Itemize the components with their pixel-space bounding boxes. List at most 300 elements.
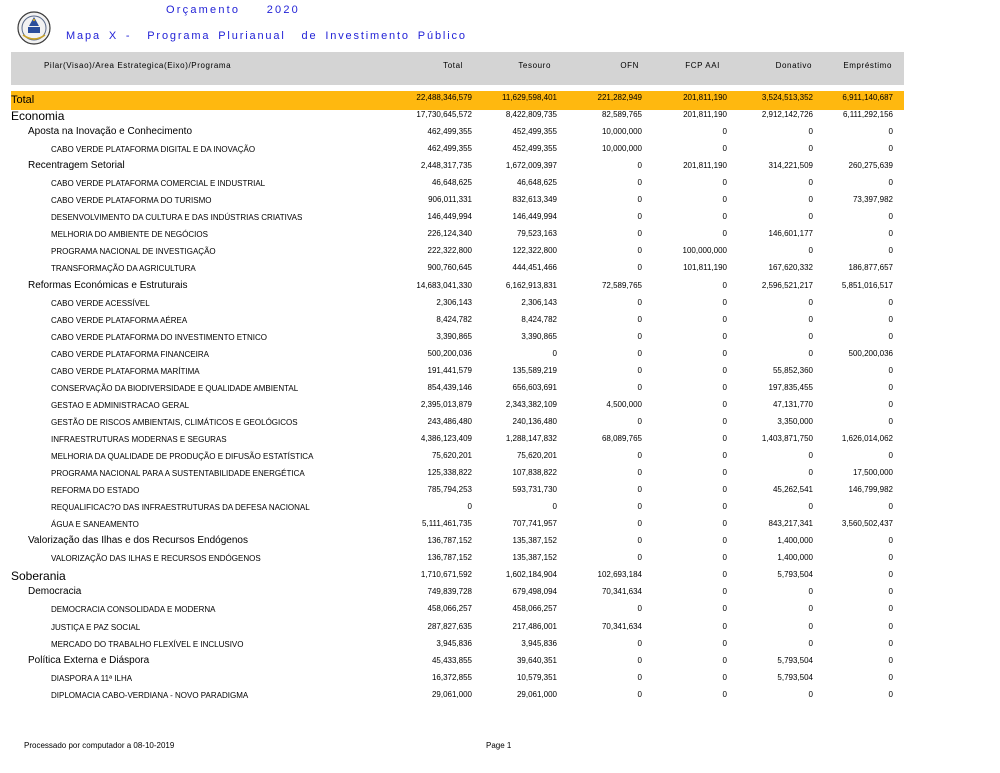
row-value-ofn: 0 bbox=[637, 314, 642, 324]
row-label: PROGRAMA NACIONAL PARA A SUSTENTABILIDADE ENERGÉTICA bbox=[51, 469, 305, 479]
column-header-label: Pilar(Visao)/Area Estrategica(Eixo)/Programa bbox=[44, 61, 232, 70]
area-row bbox=[0, 279, 1000, 296]
row-value-fcp-aai: 0 bbox=[722, 297, 727, 307]
row-value-fcp-aai: 0 bbox=[722, 144, 727, 154]
row-value-donativo: 5,793,504 bbox=[777, 672, 813, 682]
row-value-fcp-aai: 0 bbox=[722, 621, 727, 631]
program-row bbox=[0, 500, 1000, 517]
row-value-donativo: 0 bbox=[808, 621, 813, 631]
area-row bbox=[0, 125, 1000, 142]
row-label: DESENVOLVIMENTO DA CULTURA E DAS INDÚSTRIAS CRIATIVAS bbox=[51, 213, 303, 223]
row-value-total: 287,827,635 bbox=[427, 621, 472, 631]
row-value-total: 29,061,000 bbox=[431, 689, 472, 699]
row-value-total: 243,486,480 bbox=[427, 416, 472, 426]
row-value-emprestimo: 0 bbox=[888, 621, 893, 631]
row-value-emprestimo: 260,275,639 bbox=[848, 161, 893, 171]
row-value-donativo: 0 bbox=[808, 212, 813, 222]
program-row bbox=[0, 671, 1000, 688]
row-value-tesouro: 122,322,800 bbox=[512, 246, 557, 256]
row-label: Política Externa e Diáspora bbox=[28, 654, 150, 666]
row-value-fcp-aai: 0 bbox=[722, 314, 727, 324]
row-value-emprestimo: 0 bbox=[888, 314, 893, 324]
row-value-ofn: 0 bbox=[637, 672, 642, 682]
row-value-tesouro: 656,603,691 bbox=[512, 382, 557, 392]
program-row bbox=[0, 244, 1000, 261]
row-label: Economia bbox=[11, 109, 65, 123]
program-row bbox=[0, 415, 1000, 432]
row-value-donativo: 0 bbox=[808, 195, 813, 205]
row-value-fcp-aai: 0 bbox=[722, 468, 727, 478]
coat-of-arms-logo bbox=[17, 11, 51, 45]
page-number: Page 1 bbox=[486, 741, 512, 750]
row-value-ofn: 0 bbox=[637, 536, 642, 546]
row-value-fcp-aai: 0 bbox=[722, 127, 727, 137]
row-value-fcp-aai: 0 bbox=[722, 331, 727, 341]
row-value-donativo: 45,262,541 bbox=[772, 485, 813, 495]
row-value-tesouro: 217,486,001 bbox=[512, 621, 557, 631]
row-value-ofn: 102,693,184 bbox=[597, 570, 642, 580]
row-value-fcp-aai: 0 bbox=[722, 195, 727, 205]
row-value-fcp-aai: 0 bbox=[722, 399, 727, 409]
row-value-fcp-aai: 0 bbox=[722, 485, 727, 495]
row-value-emprestimo: 0 bbox=[888, 502, 893, 512]
row-value-emprestimo: 0 bbox=[888, 178, 893, 188]
row-value-tesouro: 146,449,994 bbox=[512, 212, 557, 222]
program-row bbox=[0, 449, 1000, 466]
row-value-fcp-aai: 100,000,000 bbox=[682, 246, 727, 256]
row-value-emprestimo: 6,111,292,156 bbox=[843, 110, 893, 119]
total-value-emprestimo: 6,911,140,687 bbox=[842, 93, 893, 102]
column-header-tesouro: Tesouro bbox=[518, 61, 551, 70]
row-value-ofn: 4,500,000 bbox=[606, 399, 642, 409]
area-row bbox=[0, 534, 1000, 551]
row-value-tesouro: 593,731,730 bbox=[512, 485, 557, 495]
column-header-emprestimo: Empréstimo bbox=[843, 61, 892, 70]
row-label: CABO VERDE PLATAFORMA DO TURISMO bbox=[51, 196, 212, 206]
row-value-emprestimo: 0 bbox=[888, 229, 893, 239]
row-value-total: 500,200,036 bbox=[427, 348, 472, 358]
row-value-donativo: 0 bbox=[808, 178, 813, 188]
row-value-emprestimo: 0 bbox=[888, 587, 893, 597]
row-value-tesouro: 135,387,152 bbox=[512, 553, 557, 563]
area-row bbox=[0, 585, 1000, 602]
row-value-ofn: 0 bbox=[637, 638, 642, 648]
row-value-ofn: 0 bbox=[637, 263, 642, 273]
row-value-donativo: 0 bbox=[808, 604, 813, 614]
row-value-donativo: 5,793,504 bbox=[777, 570, 813, 580]
row-value-emprestimo: 0 bbox=[888, 365, 893, 375]
row-value-emprestimo: 0 bbox=[888, 246, 893, 256]
total-value-fcp-aai: 201,811,190 bbox=[683, 93, 727, 102]
row-value-total: 3,390,865 bbox=[436, 331, 472, 341]
row-value-donativo: 0 bbox=[808, 587, 813, 597]
row-value-tesouro: 3,945,836 bbox=[521, 638, 557, 648]
row-value-total: 46,648,625 bbox=[431, 178, 472, 188]
row-value-emprestimo: 500,200,036 bbox=[848, 348, 893, 358]
row-label: GESTÃO DE RISCOS AMBIENTAIS, CLIMÁTICOS E GEOLÓGICOS bbox=[51, 417, 298, 427]
row-value-emprestimo: 0 bbox=[888, 399, 893, 409]
program-row bbox=[0, 176, 1000, 193]
row-value-tesouro: 458,066,257 bbox=[512, 604, 557, 614]
row-value-fcp-aai: 201,811,190 bbox=[683, 110, 727, 119]
row-label: REFORMA DO ESTADO bbox=[51, 486, 140, 496]
row-value-tesouro: 46,648,625 bbox=[516, 178, 557, 188]
row-label: CABO VERDE PLATAFORMA DIGITAL E DA INOVAÇÃO bbox=[51, 145, 256, 155]
row-value-donativo: 0 bbox=[808, 348, 813, 358]
program-row bbox=[0, 227, 1000, 244]
row-value-donativo: 314,221,509 bbox=[768, 161, 813, 171]
row-label: CABO VERDE ACESSÍVEL bbox=[51, 298, 150, 308]
row-value-tesouro: 452,499,355 bbox=[512, 144, 557, 154]
row-value-donativo: 0 bbox=[808, 331, 813, 341]
row-value-ofn: 70,341,634 bbox=[601, 621, 642, 631]
row-label: CABO VERDE PLATAFORMA AÉREA bbox=[51, 315, 188, 325]
row-value-fcp-aai: 0 bbox=[722, 570, 727, 580]
row-value-tesouro: 75,620,201 bbox=[516, 451, 557, 460]
row-value-ofn: 0 bbox=[637, 297, 642, 307]
row-value-donativo: 1,403,871,750 bbox=[761, 433, 813, 443]
column-header-fcp-aai: FCP AAI bbox=[685, 61, 720, 70]
row-value-tesouro: 679,498,094 bbox=[512, 587, 557, 597]
row-value-donativo: 146,601,177 bbox=[768, 229, 813, 239]
row-value-total: 2,306,143 bbox=[436, 297, 472, 307]
row-value-total: 2,395,013,879 bbox=[420, 399, 472, 409]
row-value-ofn: 0 bbox=[637, 451, 642, 460]
row-value-total: 125,338,822 bbox=[427, 468, 472, 478]
row-value-total: 785,794,253 bbox=[427, 485, 472, 495]
row-value-tesouro: 1,602,184,904 bbox=[505, 570, 557, 580]
row-value-tesouro: 452,499,355 bbox=[512, 127, 557, 137]
row-label: VALORIZAÇÃO DAS ILHAS E RECURSOS ENDÓGENOS bbox=[51, 554, 261, 564]
pillar-row bbox=[0, 568, 1000, 585]
row-value-total: 75,620,201 bbox=[431, 451, 472, 460]
row-value-tesouro: 2,343,382,109 bbox=[505, 399, 557, 409]
row-value-donativo: 2,912,142,726 bbox=[761, 110, 813, 119]
row-value-fcp-aai: 0 bbox=[722, 519, 727, 529]
row-value-tesouro: 2,306,143 bbox=[521, 297, 557, 307]
row-value-donativo: 0 bbox=[808, 638, 813, 648]
row-value-total: 17,730,645,572 bbox=[416, 110, 472, 119]
program-row bbox=[0, 364, 1000, 381]
row-value-fcp-aai: 0 bbox=[722, 604, 727, 614]
row-value-tesouro: 10,579,351 bbox=[516, 672, 557, 682]
row-value-fcp-aai: 0 bbox=[722, 365, 727, 375]
column-header-total: Total bbox=[443, 61, 463, 70]
row-value-ofn: 68,089,765 bbox=[601, 433, 642, 443]
row-value-emprestimo: 0 bbox=[888, 655, 893, 665]
report-title: Orçamento 2020 bbox=[166, 4, 300, 16]
program-row bbox=[0, 620, 1000, 637]
row-label: DEMOCRACIA CONSOLIDADA E MODERNA bbox=[51, 605, 216, 615]
row-value-tesouro: 39,640,351 bbox=[516, 655, 557, 665]
row-label: DIPLOMACIA CABO-VERDIANA - NOVO PARADIGMA bbox=[51, 690, 249, 700]
total-row bbox=[0, 91, 1000, 108]
row-value-fcp-aai: 0 bbox=[722, 655, 727, 665]
row-value-fcp-aai: 0 bbox=[722, 212, 727, 222]
row-value-fcp-aai: 0 bbox=[722, 689, 727, 699]
row-value-ofn: 0 bbox=[637, 519, 642, 529]
row-value-total: 8,424,782 bbox=[436, 314, 472, 324]
row-value-total: 906,011,331 bbox=[428, 195, 472, 205]
row-label: Reformas Económicas e Estruturais bbox=[28, 279, 188, 291]
row-label: ÁGUA E SANEAMENTO bbox=[51, 520, 139, 530]
row-value-donativo: 3,350,000 bbox=[777, 416, 813, 426]
row-label: INFRAESTRUTURAS MODERNAS E SEGURAS bbox=[51, 434, 227, 444]
row-value-total: 222,322,800 bbox=[427, 246, 472, 256]
program-row bbox=[0, 142, 1000, 159]
row-value-total: 5,111,461,735 bbox=[422, 519, 472, 529]
row-value-donativo: 1,400,000 bbox=[777, 553, 813, 563]
row-value-donativo: 0 bbox=[808, 127, 813, 137]
row-value-donativo: 0 bbox=[808, 468, 813, 478]
program-row bbox=[0, 551, 1000, 568]
row-value-tesouro: 0 bbox=[552, 502, 557, 512]
row-value-fcp-aai: 0 bbox=[722, 587, 727, 597]
program-row bbox=[0, 296, 1000, 313]
row-value-emprestimo: 0 bbox=[888, 297, 893, 307]
row-value-ofn: 82,589,765 bbox=[601, 110, 642, 119]
row-value-donativo: 0 bbox=[808, 314, 813, 324]
row-value-total: 226,124,340 bbox=[427, 229, 472, 239]
row-label: CABO VERDE PLATAFORMA COMERCIAL E INDUSTRIAL bbox=[51, 179, 266, 189]
row-value-tesouro: 8,424,782 bbox=[521, 314, 557, 324]
row-label: DIASPORA A 11ª ILHA bbox=[51, 673, 133, 683]
row-value-emprestimo: 0 bbox=[888, 212, 893, 222]
row-label: Valorização das Ilhas e dos Recursos Endógenos bbox=[28, 535, 248, 547]
row-value-emprestimo: 0 bbox=[888, 689, 893, 699]
row-value-donativo: 167,620,332 bbox=[768, 263, 813, 273]
program-row bbox=[0, 517, 1000, 534]
row-value-fcp-aai: 0 bbox=[722, 416, 727, 426]
row-value-total: 3,945,836 bbox=[436, 638, 472, 648]
row-label: CABO VERDE PLATAFORMA MARÍTIMA bbox=[51, 366, 200, 376]
program-row bbox=[0, 193, 1000, 210]
row-value-total: 14,683,041,330 bbox=[416, 280, 472, 290]
row-value-donativo: 2,596,521,217 bbox=[761, 280, 813, 290]
row-value-ofn: 10,000,000 bbox=[601, 144, 642, 154]
row-label: CABO VERDE PLATAFORMA DO INVESTIMENTO ETNICO bbox=[51, 332, 268, 342]
row-value-ofn: 0 bbox=[637, 246, 642, 256]
row-value-fcp-aai: 0 bbox=[722, 382, 727, 392]
row-value-total: 749,839,728 bbox=[427, 587, 472, 597]
program-row bbox=[0, 210, 1000, 227]
row-value-fcp-aai: 101,811,190 bbox=[683, 263, 727, 273]
total-value-tesouro: 11,629,598,401 bbox=[501, 93, 557, 102]
row-value-tesouro: 832,613,349 bbox=[512, 195, 557, 205]
row-label: GESTAO E ADMINISTRACAO GERAL bbox=[51, 400, 190, 410]
program-row bbox=[0, 466, 1000, 483]
row-value-total: 900,760,645 bbox=[427, 263, 472, 273]
row-label: MELHORIA DO AMBIENTE DE NEGÓCIOS bbox=[51, 230, 208, 240]
row-value-ofn: 0 bbox=[637, 382, 642, 392]
row-value-ofn: 0 bbox=[637, 553, 642, 563]
row-value-emprestimo: 0 bbox=[888, 127, 893, 137]
row-label: TRANSFORMAÇÃO DA AGRICULTURA bbox=[51, 264, 196, 274]
row-value-emprestimo: 0 bbox=[888, 638, 893, 648]
row-label: CABO VERDE PLATAFORMA FINANCEIRA bbox=[51, 349, 209, 359]
row-value-tesouro: 135,387,152 bbox=[512, 536, 557, 546]
row-label: CONSERVAÇÃO DA BIODIVERSIDADE E QUALIDADE AMBIENTAL bbox=[51, 383, 299, 393]
area-row bbox=[0, 654, 1000, 671]
row-value-total: 136,787,152 bbox=[427, 553, 472, 563]
row-label: Soberania bbox=[11, 569, 66, 584]
program-row bbox=[0, 381, 1000, 398]
row-value-ofn: 0 bbox=[637, 468, 642, 478]
program-row bbox=[0, 261, 1000, 278]
row-value-total: 462,499,355 bbox=[427, 127, 472, 137]
row-value-donativo: 0 bbox=[808, 689, 813, 699]
row-value-fcp-aai: 0 bbox=[722, 451, 727, 460]
row-value-total: 16,372,855 bbox=[431, 672, 472, 682]
row-label: MERCADO DO TRABALHO FLEXÍVEL E INCLUSIVO bbox=[51, 639, 244, 649]
row-value-tesouro: 444,451,466 bbox=[512, 263, 557, 273]
row-value-fcp-aai: 0 bbox=[722, 672, 727, 682]
program-row bbox=[0, 602, 1000, 619]
total-value-donativo: 3,524,513,352 bbox=[761, 93, 813, 102]
row-value-total: 1,710,671,592 bbox=[420, 570, 472, 580]
total-value-total: 22,488,346,579 bbox=[416, 93, 472, 102]
row-value-emprestimo: 1,626,014,062 bbox=[841, 433, 893, 443]
column-header-donativo: Donativo bbox=[775, 61, 812, 70]
row-value-fcp-aai: 0 bbox=[722, 433, 727, 443]
row-value-emprestimo: 0 bbox=[888, 416, 893, 426]
row-label: Aposta na Inovação e Conhecimento bbox=[28, 126, 192, 138]
row-value-fcp-aai: 0 bbox=[722, 502, 727, 512]
row-value-fcp-aai: 201,811,190 bbox=[683, 161, 727, 171]
processed-date: Processado por computador a 08-10-2019 bbox=[24, 741, 175, 750]
row-value-total: 462,499,355 bbox=[427, 144, 472, 154]
row-value-ofn: 0 bbox=[637, 655, 642, 665]
row-value-donativo: 47,131,770 bbox=[772, 399, 813, 409]
row-value-ofn: 0 bbox=[637, 348, 642, 358]
row-value-ofn: 0 bbox=[637, 689, 642, 699]
row-value-tesouro: 135,589,219 bbox=[512, 365, 557, 375]
row-value-emprestimo: 0 bbox=[888, 604, 893, 614]
program-row bbox=[0, 483, 1000, 500]
program-row bbox=[0, 313, 1000, 330]
row-value-tesouro: 3,390,865 bbox=[521, 331, 557, 341]
row-label: MELHORIA DA QUALIDADE DE PRODUÇÃO E DIFUSÃO ESTATÍSTICA bbox=[51, 452, 314, 461]
row-value-ofn: 70,341,634 bbox=[601, 587, 642, 597]
row-label: Recentragem Setorial bbox=[28, 160, 125, 172]
row-value-tesouro: 8,422,809,735 bbox=[505, 110, 557, 119]
row-value-emprestimo: 0 bbox=[888, 536, 893, 546]
pillar-row bbox=[0, 108, 1000, 125]
row-value-donativo: 0 bbox=[808, 144, 813, 154]
row-value-ofn: 0 bbox=[637, 365, 642, 375]
row-value-emprestimo: 0 bbox=[888, 144, 893, 154]
row-value-emprestimo: 17,500,000 bbox=[852, 468, 893, 478]
row-value-donativo: 0 bbox=[808, 246, 813, 256]
row-value-tesouro: 79,523,163 bbox=[516, 229, 557, 239]
row-value-emprestimo: 0 bbox=[888, 382, 893, 392]
row-value-tesouro: 1,672,009,397 bbox=[505, 161, 557, 171]
row-value-total: 45,433,855 bbox=[431, 655, 472, 665]
row-value-ofn: 0 bbox=[637, 502, 642, 512]
row-label: Democracia bbox=[28, 586, 82, 598]
program-row bbox=[0, 347, 1000, 364]
program-row bbox=[0, 637, 1000, 654]
program-row bbox=[0, 432, 1000, 449]
row-value-tesouro: 0 bbox=[552, 348, 557, 358]
row-value-fcp-aai: 0 bbox=[722, 348, 727, 358]
row-value-tesouro: 6,162,913,831 bbox=[505, 280, 557, 290]
program-row bbox=[0, 330, 1000, 347]
row-value-total: 458,066,257 bbox=[427, 604, 472, 614]
program-row bbox=[0, 688, 1000, 705]
row-value-emprestimo: 0 bbox=[888, 672, 893, 682]
row-label: PROGRAMA NACIONAL DE INVESTIGAÇÃO bbox=[51, 247, 216, 257]
row-value-total: 0 bbox=[467, 502, 472, 512]
row-value-emprestimo: 0 bbox=[888, 570, 893, 580]
row-value-total: 136,787,152 bbox=[427, 536, 472, 546]
row-value-total: 2,448,317,735 bbox=[420, 161, 472, 171]
row-value-total: 4,386,123,409 bbox=[420, 433, 472, 443]
row-value-emprestimo: 5,851,016,517 bbox=[841, 280, 893, 290]
row-value-ofn: 0 bbox=[637, 178, 642, 188]
row-value-ofn: 0 bbox=[637, 161, 642, 171]
row-value-donativo: 5,793,504 bbox=[777, 655, 813, 665]
row-value-donativo: 0 bbox=[808, 502, 813, 512]
row-value-tesouro: 240,136,480 bbox=[512, 416, 557, 426]
row-value-emprestimo: 0 bbox=[888, 553, 893, 563]
row-value-ofn: 0 bbox=[637, 212, 642, 222]
row-value-ofn: 0 bbox=[637, 604, 642, 614]
row-value-tesouro: 707,741,957 bbox=[512, 519, 557, 529]
row-value-tesouro: 29,061,000 bbox=[516, 689, 557, 699]
row-value-total: 146,449,994 bbox=[427, 212, 472, 222]
row-value-fcp-aai: 0 bbox=[722, 536, 727, 546]
row-value-ofn: 0 bbox=[637, 331, 642, 341]
row-value-fcp-aai: 0 bbox=[722, 178, 727, 188]
row-value-donativo: 0 bbox=[808, 297, 813, 307]
row-value-emprestimo: 3,560,502,437 bbox=[841, 519, 893, 529]
row-label: JUSTIÇA E PAZ SOCIAL bbox=[51, 622, 141, 632]
row-value-total: 191,441,579 bbox=[427, 365, 472, 375]
row-value-fcp-aai: 0 bbox=[722, 553, 727, 563]
row-value-ofn: 0 bbox=[637, 229, 642, 239]
row-value-donativo: 55,852,360 bbox=[772, 365, 813, 375]
row-value-ofn: 10,000,000 bbox=[601, 127, 642, 137]
row-value-total: 854,439,146 bbox=[427, 382, 472, 392]
row-value-fcp-aai: 0 bbox=[722, 280, 727, 290]
column-header-ofn: OFN bbox=[620, 61, 639, 70]
row-value-ofn: 0 bbox=[637, 485, 642, 495]
row-value-emprestimo: 0 bbox=[888, 331, 893, 341]
total-value-ofn: 221,282,949 bbox=[597, 93, 642, 102]
row-value-donativo: 0 bbox=[808, 451, 813, 460]
row-label: REQUALIFICAC?O DAS INFRAESTRUTURAS DA DEFESA NACIONAL bbox=[51, 503, 310, 513]
row-value-fcp-aai: 0 bbox=[722, 229, 727, 239]
row-value-emprestimo: 73,397,982 bbox=[852, 195, 893, 205]
total-label: Total bbox=[11, 94, 35, 106]
row-value-emprestimo: 186,877,657 bbox=[848, 263, 893, 273]
row-value-tesouro: 107,838,822 bbox=[512, 468, 557, 478]
row-value-donativo: 1,400,000 bbox=[777, 536, 813, 546]
row-value-ofn: 72,589,765 bbox=[601, 280, 642, 290]
row-value-fcp-aai: 0 bbox=[722, 638, 727, 648]
row-value-tesouro: 1,288,147,832 bbox=[505, 433, 557, 443]
row-value-donativo: 197,835,455 bbox=[768, 382, 813, 392]
row-value-ofn: 0 bbox=[637, 416, 642, 426]
program-row bbox=[0, 398, 1000, 415]
row-value-emprestimo: 0 bbox=[888, 451, 893, 460]
row-value-ofn: 0 bbox=[637, 195, 642, 205]
report-subtitle: Mapa X - Programa Plurianual de Investimento Público bbox=[66, 30, 467, 42]
area-row bbox=[0, 159, 1000, 176]
row-value-donativo: 843,217,341 bbox=[768, 519, 813, 529]
row-value-emprestimo: 146,799,982 bbox=[848, 485, 893, 495]
